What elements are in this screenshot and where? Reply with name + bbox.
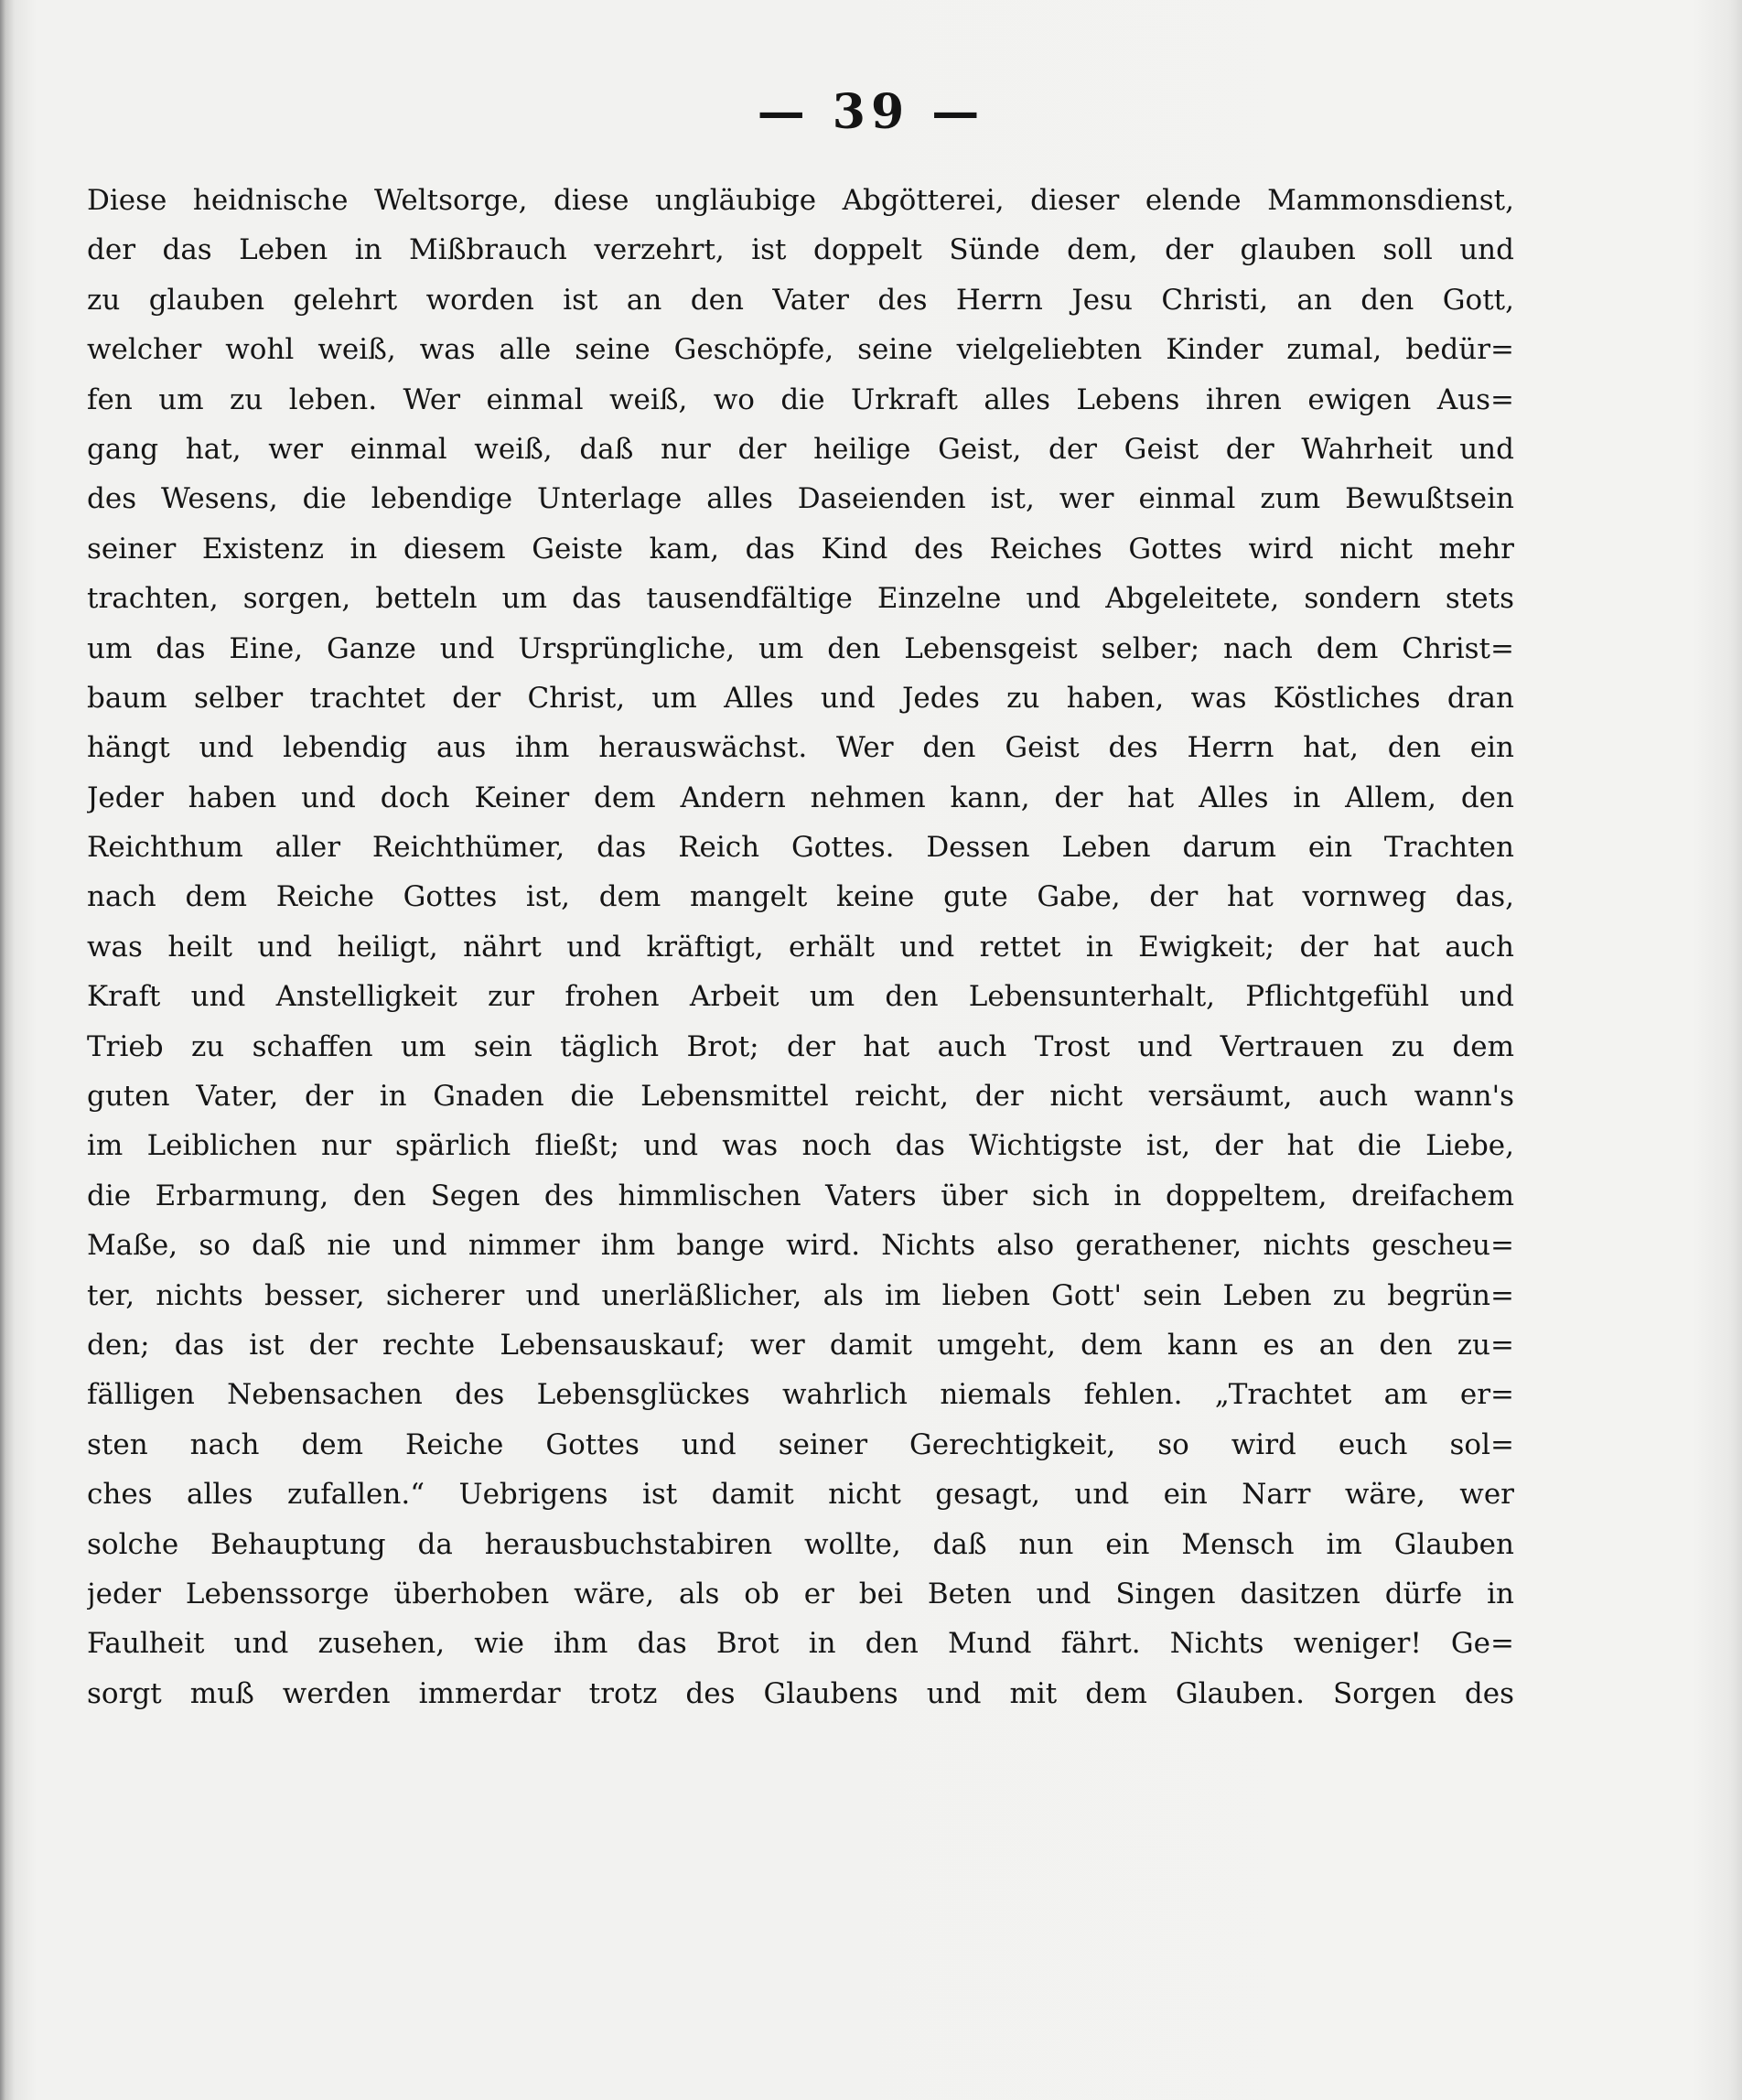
text-line: Reichthum aller Reichthümer, das Reich Gottes. Dessen Leben darum ein Trachten: [87, 831, 1514, 865]
text-line: ter, nichts besser, sicherer und unerläßlicher, als im lieben Gott' sein Leben zu begrün=: [87, 1278, 1514, 1312]
text-line: hängt und lebendig aus ihm herauswächst. Wer den Geist des Herrn hat, den ein: [87, 731, 1514, 765]
text-line: sten nach dem Reiche Gottes und seiner Gerechtigkeit, so wird euch sol=: [87, 1427, 1514, 1461]
text-line: baum selber trachtet der Christ, um Alles und Jedes zu haben, was Köstliches dran: [87, 681, 1514, 715]
text-line: der das Leben in Mißbrauch verzehrt, ist doppelt Sünde dem, der glauben soll und: [87, 233, 1514, 267]
text-line: nach dem Reiche Gottes ist, dem mangelt keine gute Gabe, der hat vornweg das,: [87, 880, 1514, 914]
text-line: Diese heidnische Weltsorge, diese ungläubige Abgötterei, dieser elende Mammonsdienst,: [87, 184, 1514, 217]
text-line: fen um zu leben. Wer einmal weiß, wo die Urkraft alles Lebens ihren ewigen Aus=: [87, 382, 1514, 416]
text-line: Kraft und Anstelligkeit zur frohen Arbeit um den Lebensunterhalt, Pflichtgefühl und: [87, 980, 1514, 1014]
text-line: des Wesens, die lebendige Unterlage alles Daseienden ist, wer einmal zum Bewußtsein: [87, 482, 1514, 516]
text-line: guten Vater, der in Gnaden die Lebensmittel reicht, der nicht versäumt, auch wann's: [87, 1080, 1514, 1114]
text-line: solche Behauptung da herausbuchstabiren wollte, daß nun ein Mensch im Glauben: [87, 1527, 1514, 1561]
text-line: im Leiblichen nur spärlich fließt; und was noch das Wichtigste ist, der hat die Liebe,: [87, 1129, 1514, 1163]
text-line: ches alles zufallen.“ Uebrigens ist damit nicht gesagt, und ein Narr wäre, wer: [87, 1478, 1514, 1512]
text-line: fälligen Nebensachen des Lebensglückes wahrlich niemals fehlen. „Trachtet am er=: [87, 1378, 1514, 1412]
page-number: — 39 —: [757, 84, 985, 140]
text-line: trachten, sorgen, betteln um das tausendfältige Einzelne und Abgeleitete, sondern stets: [87, 582, 1514, 616]
text-line: um das Eine, Ganze und Ursprüngliche, um den Lebensgeist selber; nach dem Christ=: [87, 631, 1514, 665]
text-line: den; das ist der rechte Lebensauskauf; wer damit umgeht, dem kann es an den zu=: [87, 1328, 1514, 1362]
text-line: Maße, so daß nie und nimmer ihm bange wird. Nichts also gerathener, nichts gescheu=: [87, 1229, 1514, 1263]
text-line: zu glauben gelehrt worden ist an den Vater des Herrn Jesu Christi, an den Gott,: [87, 283, 1514, 317]
text-line: Faulheit und zusehen, wie ihm das Brot in den Mund fährt. Nichts weniger! Ge=: [87, 1627, 1514, 1661]
text-line: welcher wohl weiß, was alle seine Geschöpfe, seine vielgeliebten Kinder zumal, bedür=: [87, 333, 1514, 367]
text-line: Jeder haben und doch Keiner dem Andern nehmen kann, der hat Alles in Allem, den: [87, 781, 1514, 814]
text-line: Trieb zu schaffen um sein täglich Brot; der hat auch Trost und Vertrauen zu dem: [87, 1029, 1514, 1063]
text-line: die Erbarmung, den Segen des himmlischen Vaters über sich in doppeltem, dreifachem: [87, 1179, 1514, 1212]
text-line: seiner Existenz in diesem Geiste kam, das Kind des Reiches Gottes wird nicht mehr: [87, 532, 1514, 565]
text-line: jeder Lebenssorge überhoben wäre, als ob er bei Beten und Singen dasitzen dürfe in: [87, 1577, 1514, 1610]
text-line: gang hat, wer einmal weiß, daß nur der heilige Geist, der Geist der Wahrheit und: [87, 432, 1514, 466]
body-text: [87, 176, 1514, 1718]
text-line: sorgt muß werden immerdar trotz des Glaubens und mit dem Glauben. Sorgen des: [87, 1676, 1514, 1710]
text-line: was heilt und heiligt, nährt und kräftigt, erhält und rettet in Ewigkeit; der hat auch: [87, 930, 1514, 964]
